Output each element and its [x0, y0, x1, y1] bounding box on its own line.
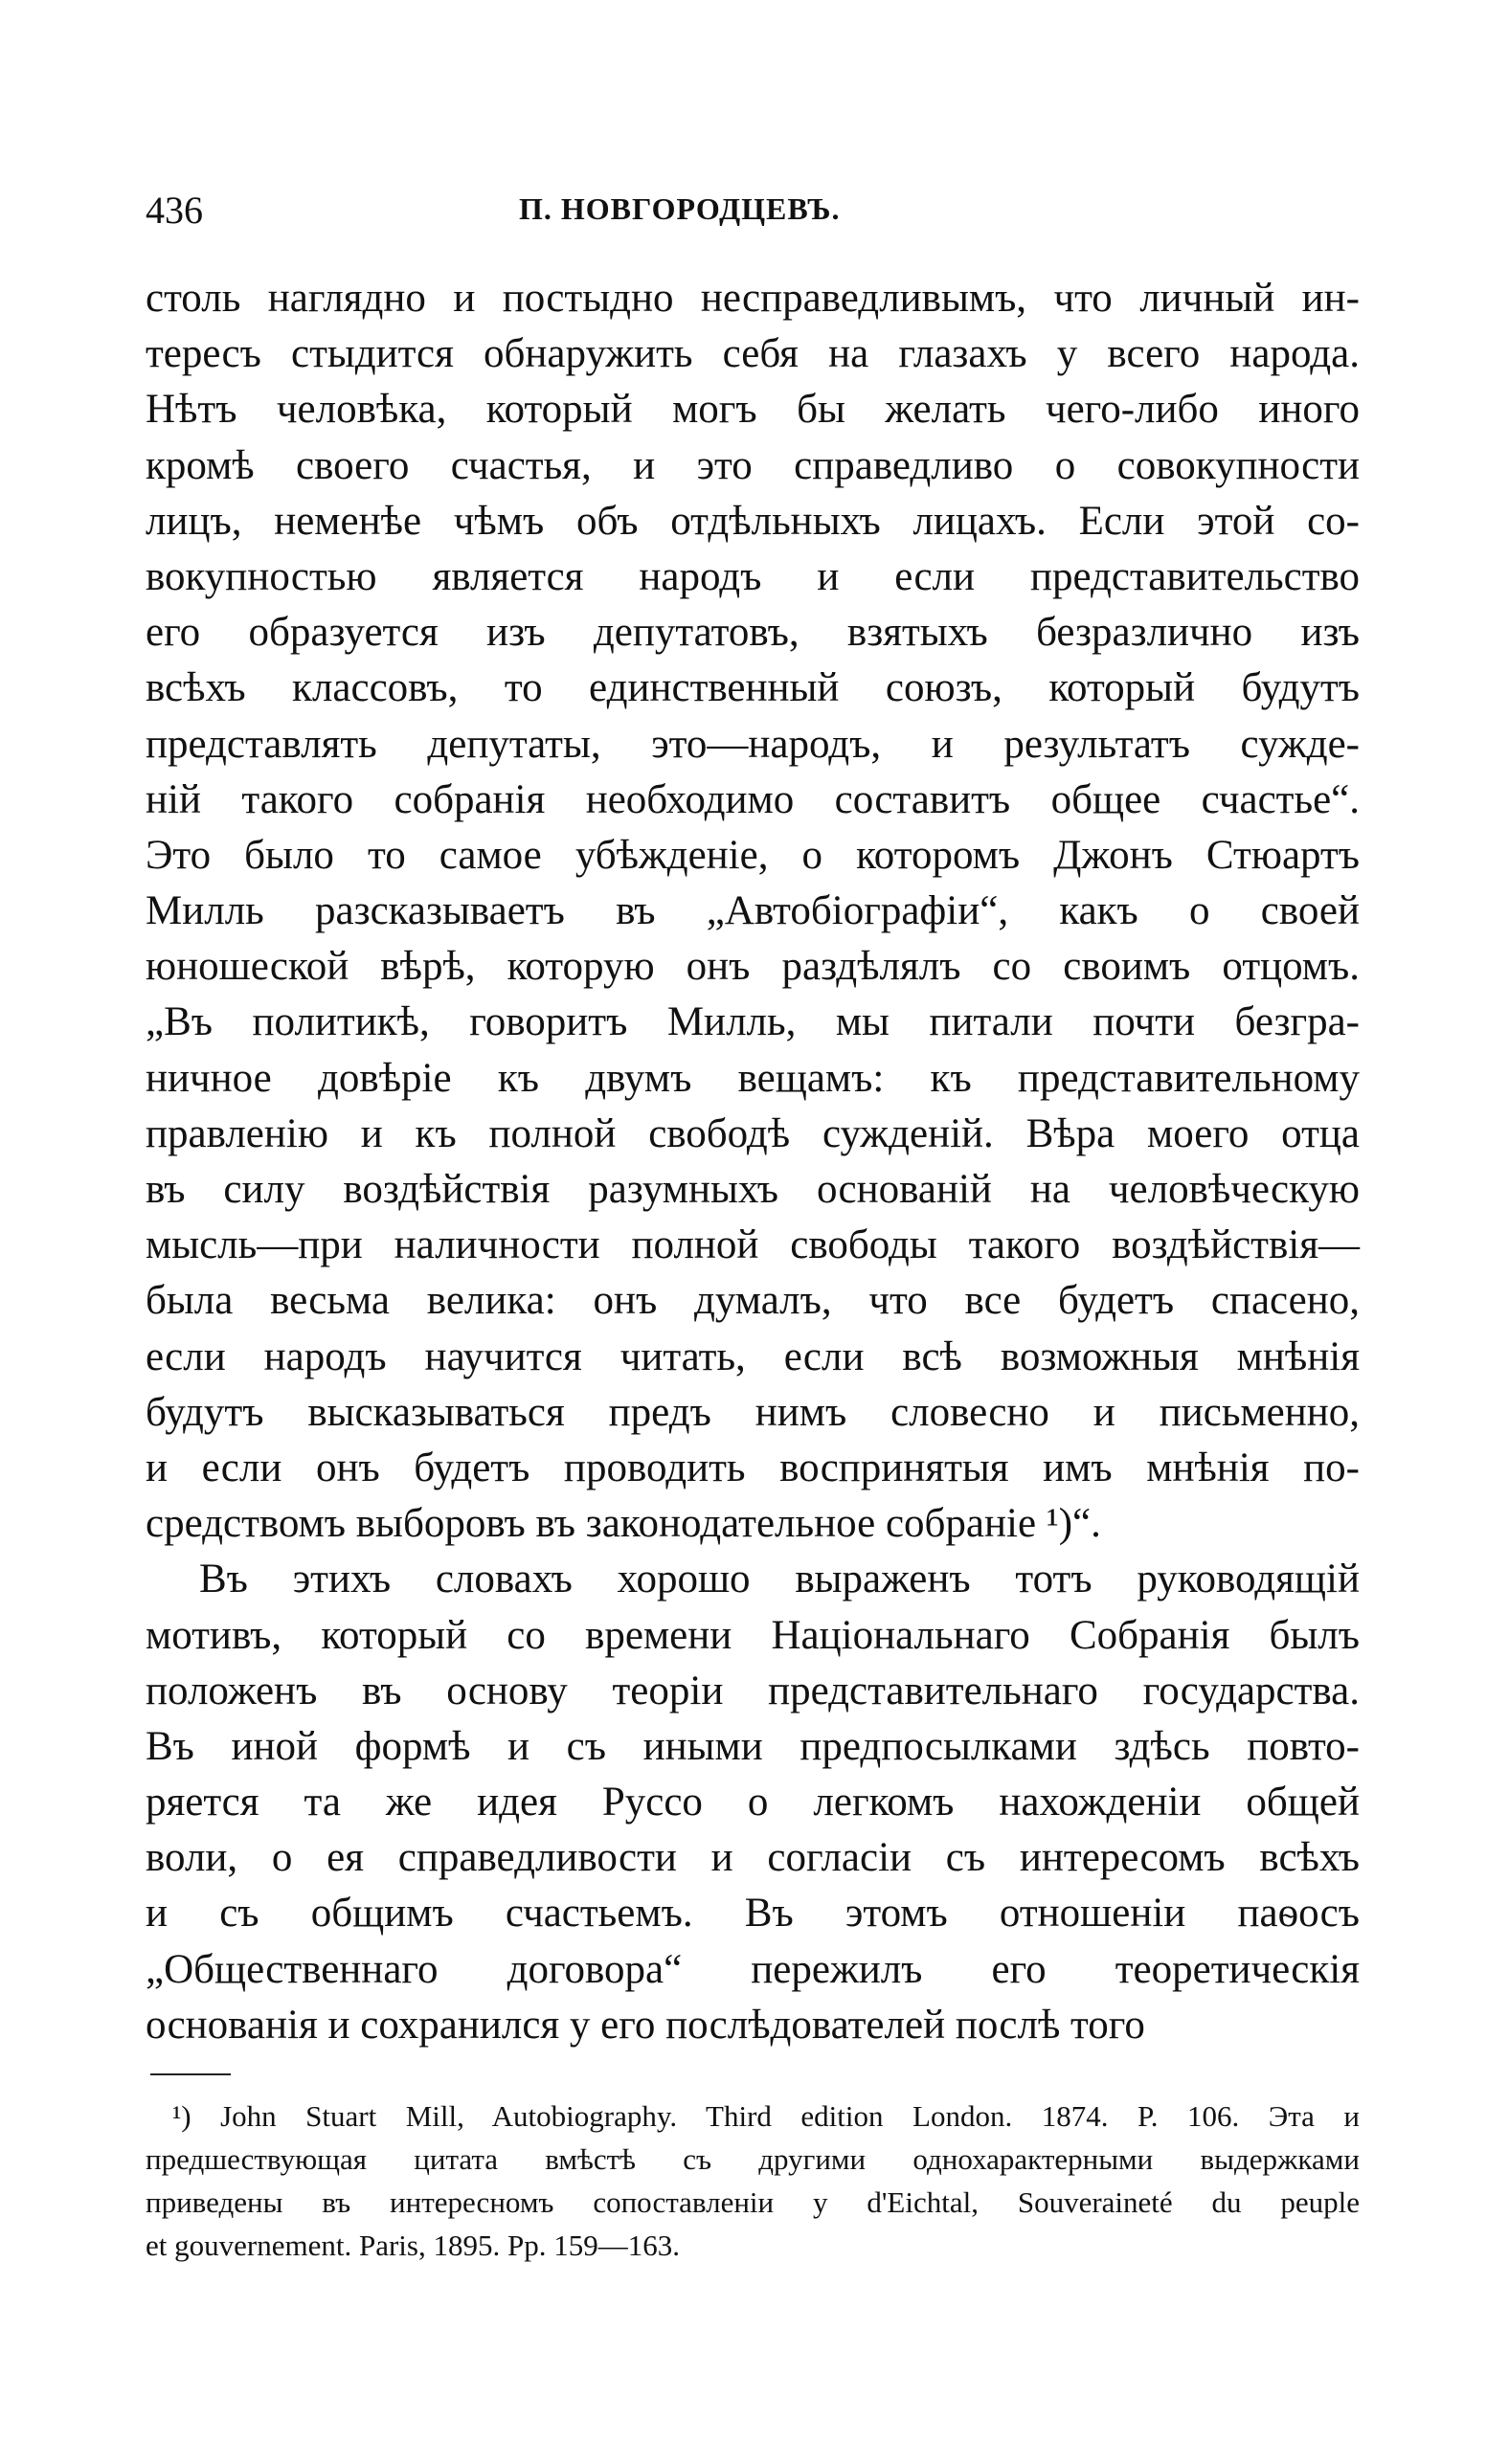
- text-line: была весьма велика: онъ думалъ, что все будетъ спасено,: [146, 1278, 1360, 1324]
- running-title: П. НОВГОРОДЦЕВЪ.: [519, 191, 841, 226]
- body-text: [146, 271, 1360, 2053]
- text-line: и съ общимъ счастьемъ. Въ этомъ отношеніи паѳосъ: [146, 1891, 1360, 1937]
- footnote-line: ¹) John Stuart Mill, Autobiography. Third edition London. 1874. P. 106. Эта и: [172, 2099, 1360, 2133]
- text-line: вокупностью является народъ и если представительство: [146, 553, 1360, 599]
- text-line: правленію и къ полной свободѣ сужденій. Вѣра моего отца: [146, 1110, 1360, 1156]
- text-line: „Въ политикѣ, говоритъ Милль, мы питали почти безгра-: [146, 999, 1360, 1045]
- text-line: лицъ, неменѣе чѣмъ объ отдѣльныхъ лицахъ. Если этой со-: [146, 498, 1360, 544]
- text-line: мысль—при наличности полной свободы такого воздѣйствія—: [146, 1222, 1360, 1268]
- text-line: Въ этихъ словахъ хорошо выраженъ тотъ руководящій: [199, 1557, 1360, 1602]
- text-line: и если онъ будетъ проводить воспринятыя имъ мнѣнія по-: [146, 1445, 1360, 1490]
- text-line: тересъ стыдится обнаружить себя на глазахъ у всего народа.: [146, 331, 1360, 377]
- text-line: Въ иной формѣ и съ иными предпосылками здѣсь повто-: [146, 1723, 1360, 1769]
- text-line: Милль разсказываетъ въ „Автобіографіи“, какъ о своей: [146, 888, 1360, 934]
- text-line: всѣхъ классовъ, то единственный союзъ, который будутъ: [146, 665, 1360, 711]
- text-line: ній такого собранія необходимо составитъ общее счастье“.: [146, 776, 1360, 822]
- text-line: будутъ высказываться предъ нимъ словесно и письменно,: [146, 1389, 1360, 1435]
- text-line: основанія и сохранился у его послѣдователей послѣ того: [146, 2002, 1145, 2048]
- text-line: если народъ научится читать, если всѣ возможныя мнѣнія: [146, 1333, 1360, 1379]
- text-line: его образуется изъ депутатовъ, взятыхъ безразлично изъ: [146, 610, 1360, 656]
- page-number: 436: [146, 189, 203, 232]
- text-line: положенъ въ основу теоріи представительнаго государства.: [146, 1668, 1360, 1714]
- footnote-separator: [150, 2073, 231, 2075]
- text-line: средствомъ выборовъ въ законодательное собраніе ¹)“.: [146, 1501, 1101, 1547]
- text-line: кромѣ своего счастья, и это справедливо о совокупности: [146, 442, 1360, 488]
- text-line: юношеской вѣрѣ, которую онъ раздѣлялъ со своимъ отцомъ.: [146, 944, 1360, 990]
- text-line: Нѣтъ человѣка, который могъ бы желать чего-либо иного: [146, 387, 1360, 433]
- text-line: мотивъ, который со времени Національнаго Собранія былъ: [146, 1612, 1360, 1658]
- text-line: ряется та же идея Руссо о легкомъ нахожденіи общей: [146, 1780, 1360, 1826]
- text-line: „Общественнаго договора“ пережилъ его теоретическія: [146, 1946, 1360, 1992]
- text-line: представлять депутаты, это—народъ, и результатъ сужде-: [146, 721, 1360, 767]
- footnote-line: предшествующая цитата вмѣстѣ съ другими однохарактерными выдержками: [146, 2142, 1360, 2176]
- text-line: ничное довѣріе къ двумъ вещамъ: къ представительному: [146, 1055, 1360, 1101]
- text-line: столь наглядно и постыдно несправедливымъ, что личный ин-: [146, 276, 1360, 321]
- running-header: [146, 188, 1360, 235]
- text-line: Это было то самое убѣжденіе, о которомъ Джонъ Стюартъ: [146, 832, 1360, 878]
- text-line: воли, о ея справедливости и согласіи съ интересомъ всѣхъ: [146, 1835, 1360, 1881]
- footnote-line: et gouvernement. Paris, 1895. Pp. 159—163.: [146, 2229, 680, 2262]
- text-line: въ силу воздѣйствія разумныхъ основаній на человѣческую: [146, 1167, 1360, 1212]
- footnote-line: приведены въ интересномъ сопоставленіи у d'Eichtal, Souveraineté du peuple: [146, 2185, 1360, 2219]
- footnotes: [146, 2094, 1360, 2267]
